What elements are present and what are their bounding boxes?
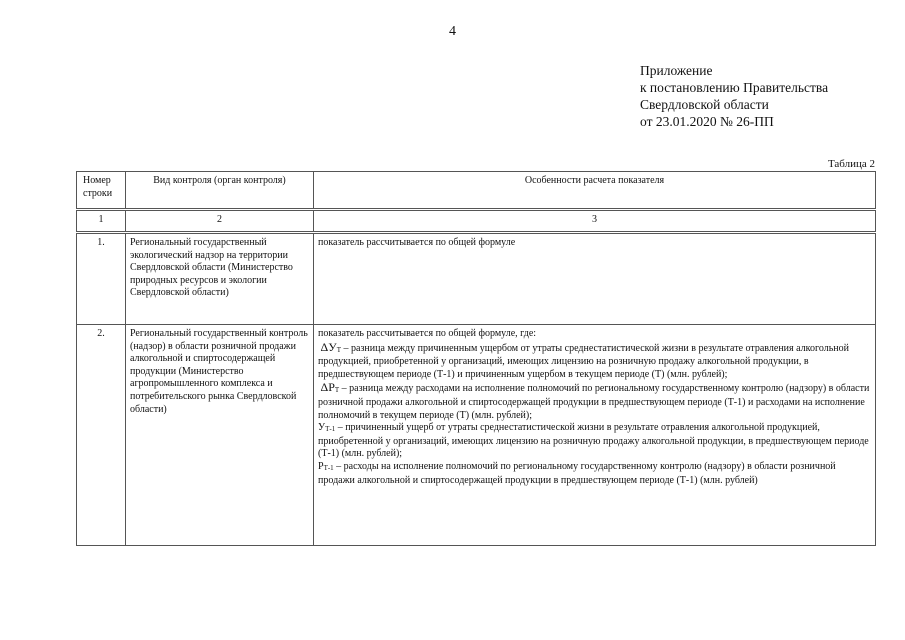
appendix-line-1: Приложение <box>640 63 713 78</box>
subscript: Т-1 <box>325 425 336 434</box>
appendix-header <box>640 62 828 130</box>
calculation-cell: показатель рассчитывается по общей формуле <box>314 233 876 325</box>
column-number-2: 2 <box>126 210 314 233</box>
definition-delta-r <box>318 381 871 422</box>
calculation-intro: показатель рассчитывается по общей формуле, где: <box>318 328 537 339</box>
row-number: 2. <box>77 325 126 546</box>
calculation-table <box>76 171 876 546</box>
column-number-row <box>77 210 876 233</box>
definition-u-prev <box>318 422 871 461</box>
calculation-cell <box>314 325 876 546</box>
control-type-cell: Региональный государственный экологический надзор на территории Свердловской области (Министерство природных ресурсов и экологии Свердловской области) <box>126 233 314 325</box>
definition-text: – причиненный ущерб от утраты среднестатистической жизни в результате отравления алкогольной продукцией, приобретенной у организаций, имеющих лицензию на розничную продажу алкогольной продукции, в предшествующем периоде (Т-1) (млн. рублей); <box>318 422 869 460</box>
subscript: Т <box>336 345 341 354</box>
definition-r-prev <box>318 461 871 487</box>
subscript: Т <box>334 386 340 395</box>
header-row-number: Номер строки <box>77 172 126 210</box>
symbol-r: Р <box>318 460 324 472</box>
definition-text: – разница между расходами на исполнение полномочий по региональному государственному контролю (надзору) в области розничной продажи алкогольной и спиртосодержащей продукции в предшествующем периоде (Т-1) и расходами на исполнение полномочий в текущем периоде (Т) (млн. рублей); <box>318 383 870 421</box>
symbol-delta-u: ΔУ <box>320 339 337 354</box>
definition-text: – разница между причиненным ущербом от утраты среднестатистической жизни в результате отравления алкогольной продукцией, приобретенной у организаций, имеющих лицензию на розничную продажу алкогольной продукции, в предшествующем периоде (Т-1) и причиненным ущербом в текущем периоде (Т) (млн. рублей); <box>318 342 849 380</box>
symbol-delta-r: ΔР <box>320 380 335 395</box>
page-number: 4 <box>449 24 456 39</box>
appendix-line-3: Свердловской области <box>640 97 769 112</box>
header-calculation: Особенности расчета показателя <box>314 172 876 210</box>
subscript: Т-1 <box>323 463 334 472</box>
table-label: Таблица 2 <box>827 158 875 170</box>
appendix-line-4: от 23.01.2020 № 26-ПП <box>640 114 774 129</box>
control-type-cell: Региональный государственный контроль (надзор) в области розничной продажи алкогольной и спиртосодержащей продукции (Министерство агропромышленного комплекса и потребительского рынка Свердловской области) <box>126 325 314 546</box>
header-control-type: Вид контроля (орган контроля) <box>126 172 314 210</box>
row-number: 1. <box>77 233 126 325</box>
symbol-u: У <box>318 422 326 434</box>
definition-delta-u <box>318 341 871 382</box>
column-number-1: 1 <box>77 210 126 233</box>
definition-text: – расходы на исполнение полномочий по региональному государственному контролю (надзору) в области розничной продажи алкогольной и спиртосодержащей продукции в предшествующем периоде (Т-1) (млн. рублей) <box>318 460 836 486</box>
appendix-line-2: к постановлению Правительства <box>640 80 829 95</box>
table-row <box>77 233 876 325</box>
table-header-row <box>77 172 876 210</box>
column-number-3: 3 <box>314 210 876 233</box>
table-row <box>77 325 876 546</box>
